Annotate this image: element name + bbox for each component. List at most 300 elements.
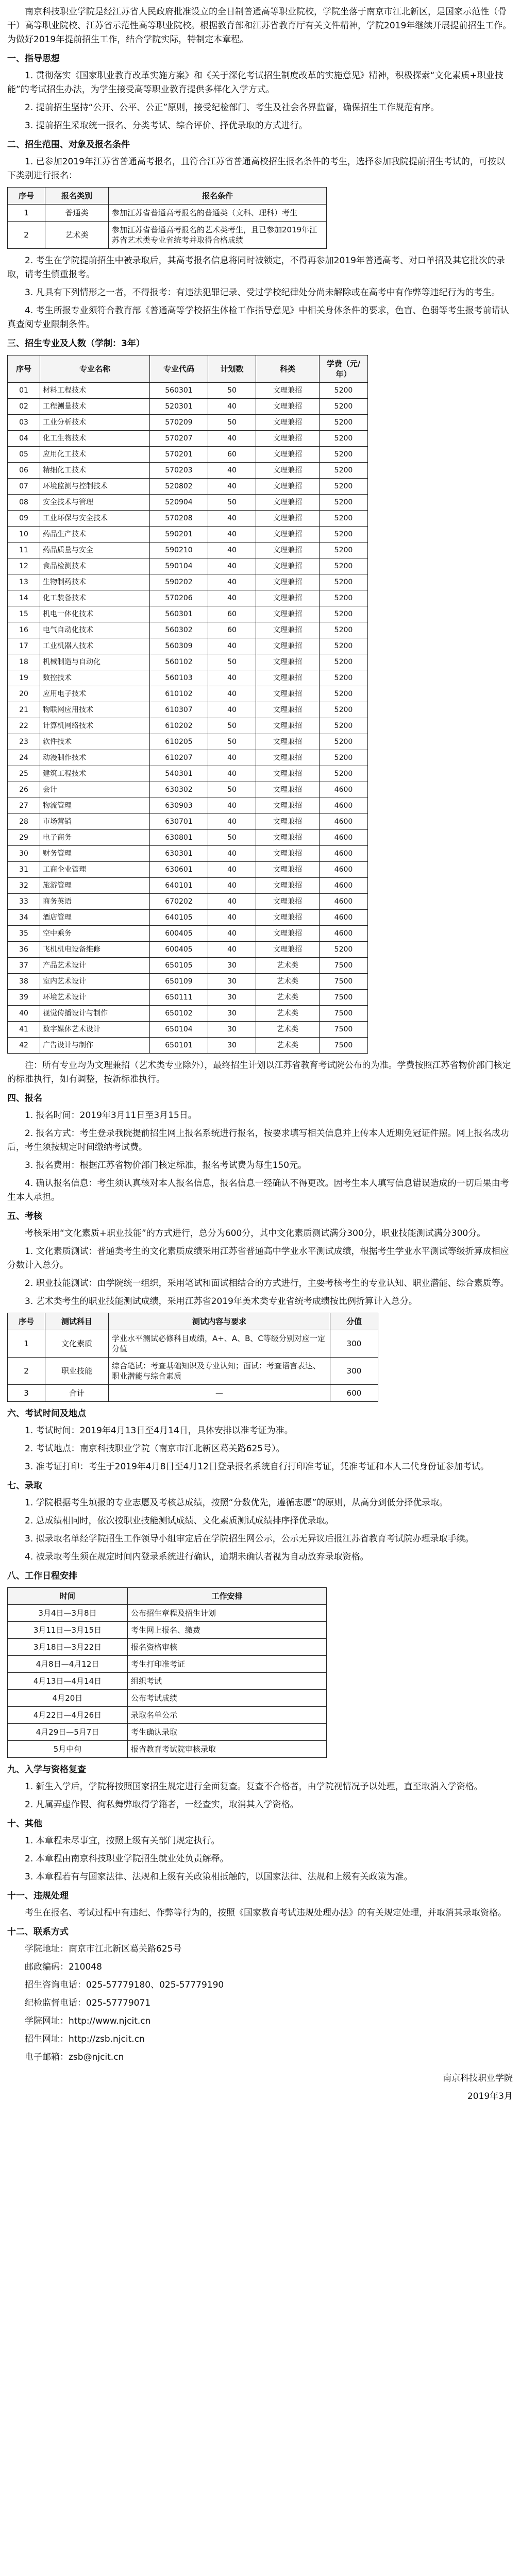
- table-cell: 20: [8, 686, 40, 702]
- schedule-table-body: [8, 1605, 327, 1758]
- table-cell: 650104: [150, 1022, 208, 1038]
- table-header-cell: 工作安排: [128, 1588, 327, 1605]
- table-cell: 630701: [150, 814, 208, 830]
- table-cell: 630302: [150, 782, 208, 798]
- table-header-cell: 时间: [8, 1588, 128, 1605]
- website-link[interactable]: 学院网址：http://www.njcit.cn: [25, 2016, 151, 2026]
- table-cell: 文理兼招: [256, 814, 320, 830]
- table-cell: 17: [8, 638, 40, 654]
- table-cell: 文理兼招: [256, 750, 320, 766]
- table-cell: 520802: [150, 479, 208, 495]
- table-header-cell: 专业名称: [40, 355, 150, 383]
- email-link[interactable]: 电子邮箱：zsb@njcit.cn: [25, 2052, 124, 2062]
- table-cell: 590210: [150, 543, 208, 558]
- table-cell: 4600: [320, 830, 368, 846]
- s10-paragraph: 1. 本章程未尽事宜，按照上级有关部门规定执行。: [25, 1836, 220, 1846]
- table-cell: 动漫制作技术: [40, 750, 150, 766]
- table-cell: 50: [208, 415, 256, 431]
- table-cell: 30: [208, 990, 256, 1006]
- table-row: [8, 766, 368, 782]
- table-cell: 590104: [150, 558, 208, 574]
- table-header-cell: 测试科目: [45, 1313, 109, 1330]
- s7-paragraph: 4. 被录取考生须在规定时间内登录系统进行确认，逾期未确认者视为自动放弃录取资格。: [25, 1552, 369, 1562]
- table-cell: 空中乘务: [40, 926, 150, 942]
- table-cell: 5200: [320, 654, 368, 670]
- table-header-row: [8, 1313, 378, 1330]
- s7-paragraph: 2. 总成绩相同时，依次按职业技能测试成绩、文化素质测试成绩排序择优录取。: [25, 1516, 334, 1526]
- table-cell: 09: [8, 511, 40, 527]
- table-cell: 560102: [150, 654, 208, 670]
- s6-paragraph: 2. 考试地点：南京科技职业学院（南京市江北新区葛关路625号）。: [25, 1444, 285, 1454]
- table-row: [8, 1330, 378, 1358]
- table-cell: 560309: [150, 638, 208, 654]
- table-cell: 630301: [150, 846, 208, 862]
- table-row: [8, 383, 368, 399]
- s3-note: 注：所有专业均为文理兼招（艺术类专业除外），最终招生计划以江苏省教育考试院公布的为准。学费按照江苏省物价部门核定的标准执行，如有调整，按新标准执行。: [7, 1060, 511, 1084]
- table-cell: 5200: [320, 734, 368, 750]
- table-row: [8, 638, 368, 654]
- table-cell: 材料工程技术: [40, 383, 150, 399]
- majors-table-body: [8, 383, 368, 1054]
- table-cell: 文理兼招: [256, 383, 320, 399]
- table-cell: 38: [8, 974, 40, 990]
- table-cell: 5200: [320, 511, 368, 527]
- table-cell: 工商企业管理: [40, 862, 150, 878]
- table-cell: 40: [208, 894, 256, 910]
- table-cell: 工业机器人技术: [40, 638, 150, 654]
- table-row: [8, 1656, 327, 1673]
- table-cell: 31: [8, 862, 40, 878]
- table-row: [8, 495, 368, 511]
- table-row: [8, 1673, 327, 1690]
- table-cell: 文理兼招: [256, 654, 320, 670]
- table-cell: 艺术类: [256, 1022, 320, 1038]
- table-cell: 工程测量技术: [40, 399, 150, 415]
- table-cell: 60: [208, 622, 256, 638]
- table-cell: 40: [208, 431, 256, 447]
- table-cell: 文理兼招: [256, 686, 320, 702]
- table-cell: 23: [8, 734, 40, 750]
- table-cell: 5月中旬: [8, 1741, 128, 1758]
- table-cell: 生物制药技术: [40, 574, 150, 590]
- table-cell: 7500: [320, 958, 368, 974]
- table-cell: 14: [8, 590, 40, 606]
- table-cell: 文理兼招: [256, 543, 320, 558]
- table-cell: 2: [8, 222, 45, 249]
- table-cell: 40: [208, 543, 256, 558]
- table-cell: 540301: [150, 766, 208, 782]
- exam-scheme-table: [7, 1313, 378, 1402]
- table-cell: 广告设计与制作: [40, 1038, 150, 1054]
- table-cell: 文理兼招: [256, 670, 320, 686]
- contact-line: 纪检监督电话：025-57779071: [25, 1998, 151, 2008]
- table-cell: 文理兼招: [256, 782, 320, 798]
- table-cell: 40: [208, 590, 256, 606]
- table-cell: 610205: [150, 734, 208, 750]
- s1-item: 2. 提前招生坚持“公开、公平、公正”原则，接受纪检部门、考生及社会各界监督，确保招生工作规范有序。: [25, 103, 440, 113]
- section-title-7: 七、录取: [7, 1481, 42, 1491]
- s4-paragraph: 4. 确认报名信息：考生须认真核对本人报名信息，报名信息一经确认不得更改。因考生本人填写信息错误造成的一切后果由考生本人承担。: [7, 1178, 509, 1202]
- table-cell: 环境监测与控制技术: [40, 479, 150, 495]
- table-row: [8, 415, 368, 431]
- table-cell: 4600: [320, 846, 368, 862]
- table-cell: 650101: [150, 1038, 208, 1054]
- table-cell: 药品质量与安全: [40, 543, 150, 558]
- table-cell: 文理兼招: [256, 830, 320, 846]
- table-cell: 40: [208, 750, 256, 766]
- table-cell: 录取名单公示: [128, 1707, 327, 1724]
- table-cell: 1: [8, 1330, 45, 1358]
- table-cell: 参加江苏省普通高考报名的普通类（文科、理科）考生: [109, 205, 327, 222]
- table-cell: 机械制造与自动化: [40, 654, 150, 670]
- table-cell: 30: [208, 958, 256, 974]
- table-row: [8, 558, 368, 574]
- table-cell: 600405: [150, 926, 208, 942]
- table-cell: 艺术类: [45, 222, 109, 249]
- table-cell: 公布考试成绩: [128, 1690, 327, 1707]
- s1-item: 1. 贯彻落实《国家职业教育改革实施方案》和《关于深化考试招生制度改革的实施意见》精神，积极探索“文化素质+职业技能”的考试招生办法，为学生接受高等职业教育提供多样化入学方式。: [7, 71, 504, 95]
- table-cell: 计算机网络技术: [40, 718, 150, 734]
- table-cell: 财务管理: [40, 846, 150, 862]
- table-header-cell: 计划数: [208, 355, 256, 383]
- table-header-cell: 序号: [8, 1313, 45, 1330]
- table-cell: 34: [8, 910, 40, 926]
- table-cell: 60: [208, 606, 256, 622]
- contact-line: 学院地址：南京市江北新区葛关路625号: [25, 1944, 182, 1954]
- table-row: [8, 1006, 368, 1022]
- table-header-cell: 序号: [8, 355, 40, 383]
- table-cell: 600405: [150, 942, 208, 958]
- table-row: [8, 974, 368, 990]
- table-row: [8, 1707, 327, 1724]
- table-cell: 50: [208, 654, 256, 670]
- contact-line: 招生咨询电话：025-57779180、025-57779190: [25, 1980, 224, 1990]
- table-cell: 570208: [150, 511, 208, 527]
- table-header-row: [8, 1588, 327, 1605]
- table-cell: 会计: [40, 782, 150, 798]
- table-row: [8, 782, 368, 798]
- table-cell: 40: [208, 479, 256, 495]
- table-cell: 文理兼招: [256, 734, 320, 750]
- table-row: [8, 686, 368, 702]
- table-cell: 4600: [320, 814, 368, 830]
- s7-paragraph: 3. 拟录取名单经学院招生工作领导小组审定后在学院招生网公示，公示无异议后报江苏省教育考试院办理录取手续。: [25, 1534, 474, 1544]
- table-cell: 文理兼招: [256, 862, 320, 878]
- table-cell: 40: [208, 527, 256, 543]
- table-cell: 4600: [320, 862, 368, 878]
- table-cell: 5200: [320, 702, 368, 718]
- table-cell: 学业水平测试必修科目成绩，A+、A、B、C等级分别对应一定分值: [109, 1330, 330, 1358]
- section-title-4: 四、报名: [7, 1093, 42, 1104]
- table-cell: 5200: [320, 606, 368, 622]
- s10-paragraph: 3. 本章程若有与国家法律、法规和上级有关政策相抵触的，以国家法律、法规和上级有关政策为准。: [25, 1872, 413, 1882]
- table-header-cell: 报名条件: [109, 188, 327, 205]
- table-cell: 飞机机电设备维修: [40, 942, 150, 958]
- table-row: [8, 1022, 368, 1038]
- table-cell: 40: [208, 463, 256, 479]
- table-cell: 酒店管理: [40, 910, 150, 926]
- section-title-2: 二、招生范围、对象及报名条件: [7, 140, 130, 150]
- table-cell: 4月29日—5月7日: [8, 1724, 128, 1741]
- table-cell: 文理兼招: [256, 574, 320, 590]
- table-cell: 3月18日—3月22日: [8, 1639, 128, 1656]
- table-row: [8, 910, 368, 926]
- admission-website-link[interactable]: 招生网址：http://zsb.njcit.cn: [25, 2034, 145, 2044]
- table-cell: 5200: [320, 942, 368, 958]
- table-header-row: [8, 188, 327, 205]
- table-row: [8, 399, 368, 415]
- table-cell: 药品生产技术: [40, 527, 150, 543]
- table-cell: 610202: [150, 718, 208, 734]
- table-cell: 物联网应用技术: [40, 702, 150, 718]
- table-cell: 艺术类: [256, 1006, 320, 1022]
- table-cell: 11: [8, 543, 40, 558]
- table-cell: 机电一体化技术: [40, 606, 150, 622]
- table-cell: 610207: [150, 750, 208, 766]
- table-cell: 考生打印准考证: [128, 1656, 327, 1673]
- table-cell: 650111: [150, 990, 208, 1006]
- table-cell: 590202: [150, 574, 208, 590]
- s2-paragraph: 1. 已参加2019年江苏省普通高考报名，且符合江苏省普通高校招生报名条件的考生，选择参加我院提前招生考试的，可按以下类别进行报名：: [7, 157, 505, 181]
- table-cell: 5200: [320, 718, 368, 734]
- table-cell: 工业环保与安全技术: [40, 511, 150, 527]
- table-cell: 30: [208, 1022, 256, 1038]
- footer-date: 2019年3月: [467, 2091, 513, 2102]
- table-cell: 文理兼招: [256, 798, 320, 814]
- table-cell: 4600: [320, 894, 368, 910]
- table-cell: 文理兼招: [256, 702, 320, 718]
- table-cell: 文理兼招: [256, 606, 320, 622]
- s2-paragraph: 4. 考生所报专业须符合教育部《普通高等学校招生体检工作指导意见》中相关身体条件的要求，色盲、色弱等考生报考前请认真查阅专业限制条件。: [7, 306, 509, 330]
- s5-paragraph: 3. 艺术类考生的职业技能测试成绩，采用江苏省2019年美术类专业省统考成绩按比例折算计入总分。: [25, 1296, 417, 1307]
- table-cell: 5200: [320, 463, 368, 479]
- table-cell: 职业技能: [45, 1358, 109, 1385]
- table-cell: 50: [208, 718, 256, 734]
- table-cell: 28: [8, 814, 40, 830]
- s4-paragraph: 1. 报名时间：2019年3月11日至3月15日。: [25, 1110, 197, 1121]
- s1-item: 3. 提前招生采取统一报名、分类考试、综合评价、择优录取的方式进行。: [25, 121, 308, 131]
- table-cell: 数字媒体艺术设计: [40, 1022, 150, 1038]
- table-cell: 570209: [150, 415, 208, 431]
- table-cell: 化工生物技术: [40, 431, 150, 447]
- table-cell: 10: [8, 527, 40, 543]
- table-cell: 文化素质: [45, 1330, 109, 1358]
- table-cell: 5200: [320, 622, 368, 638]
- table-cell: 艺术类: [256, 958, 320, 974]
- table-row: [8, 447, 368, 463]
- s11-paragraph: 考生在报名、考试过程中有违纪、作弊等行为的，按照《国家教育考试违规处理办法》的有关规定处理，并取消其录取资格。: [25, 1908, 507, 1918]
- table-row: [8, 878, 368, 894]
- table-cell: 50: [208, 495, 256, 511]
- table-cell: 综合笔试：考查基础知识及专业认知；面试：考查语言表达、职业潜能与综合素质: [109, 1358, 330, 1385]
- table-cell: 50: [208, 383, 256, 399]
- table-cell: 文理兼招: [256, 431, 320, 447]
- table-row: [8, 1038, 368, 1054]
- table-cell: 560301: [150, 383, 208, 399]
- table-row: [8, 590, 368, 606]
- table-cell: 520904: [150, 495, 208, 511]
- table-cell: 文理兼招: [256, 878, 320, 894]
- table-cell: 环境艺术设计: [40, 990, 150, 1006]
- table-row: [8, 670, 368, 686]
- table-cell: 化工装备技术: [40, 590, 150, 606]
- table-cell: 视觉传播设计与制作: [40, 1006, 150, 1022]
- intro-paragraph: 南京科技职业学院是经江苏省人民政府批准设立的全日制普通高等职业院校，学院坐落于南京市江北新区，是国家示范性（骨干）高等职业院校、江苏省示范性高等职业院校。根据教育部和江苏省教育厅有关文件精神，学院2019年继续开展提前招生工作。为做好2019年提前招生工作，结合学院实际，特制定本章程。: [7, 7, 512, 45]
- table-row: [8, 814, 368, 830]
- table-cell: 文理兼招: [256, 766, 320, 782]
- section-title-5: 五、考核: [7, 1211, 42, 1222]
- table-cell: 5200: [320, 686, 368, 702]
- table-cell: 文理兼招: [256, 590, 320, 606]
- table-cell: 合计: [45, 1385, 109, 1402]
- s4-paragraph: 3. 报名费用：根据江苏省物价部门核定标准，报名考试费为每生150元。: [25, 1160, 307, 1171]
- table-cell: 670202: [150, 894, 208, 910]
- table-cell: 560302: [150, 622, 208, 638]
- table-cell: 13: [8, 574, 40, 590]
- table-row: [8, 1385, 378, 1402]
- table-cell: 40: [208, 846, 256, 862]
- table-cell: 工业分析技术: [40, 415, 150, 431]
- table-cell: 文理兼招: [256, 894, 320, 910]
- table-cell: 24: [8, 750, 40, 766]
- table-row: [8, 846, 368, 862]
- table-cell: 40: [8, 1006, 40, 1022]
- table-cell: 25: [8, 766, 40, 782]
- table-row: [8, 654, 368, 670]
- table-cell: 40: [208, 942, 256, 958]
- table-cell: 5200: [320, 399, 368, 415]
- table-cell: 5200: [320, 495, 368, 511]
- table-cell: 40: [208, 878, 256, 894]
- table-cell: 组织考试: [128, 1673, 327, 1690]
- table-cell: 30: [8, 846, 40, 862]
- table-cell: 650109: [150, 974, 208, 990]
- apply-category-table: [7, 187, 327, 249]
- s5-paragraph: 1. 文化素质测试：普通类考生的文化素质成绩采用江苏省普通高中学业水平测试成绩，根据考生学业水平测试等级折算成相应分数计入总分。: [7, 1246, 509, 1270]
- s7-paragraph: 1. 学院根据考生填报的专业志愿及考核总成绩，按照“分数优先，遵循志愿”的原则，从高分到低分择优录取。: [25, 1498, 448, 1508]
- table-cell: 5200: [320, 750, 368, 766]
- table-cell: 文理兼招: [256, 495, 320, 511]
- table-cell: 40: [208, 670, 256, 686]
- table-row: [8, 1358, 378, 1385]
- table-cell: 610307: [150, 702, 208, 718]
- section-title-10: 十、其他: [7, 1819, 42, 1829]
- table-row: [8, 750, 368, 766]
- table-cell: 安全技术与管理: [40, 495, 150, 511]
- table-cell: 03: [8, 415, 40, 431]
- table-cell: 文理兼招: [256, 399, 320, 415]
- table-cell: 7500: [320, 1022, 368, 1038]
- table-cell: 7500: [320, 974, 368, 990]
- table-cell: 30: [208, 1006, 256, 1022]
- table-cell: 630601: [150, 862, 208, 878]
- table-cell: 精细化工技术: [40, 463, 150, 479]
- table-cell: 5200: [320, 574, 368, 590]
- table-cell: 4月13日—4月14日: [8, 1673, 128, 1690]
- table-cell: 27: [8, 798, 40, 814]
- table-cell: 文理兼招: [256, 846, 320, 862]
- table-cell: 5200: [320, 638, 368, 654]
- table-cell: 4600: [320, 926, 368, 942]
- table-cell: 艺术类: [256, 990, 320, 1006]
- table-row: [8, 1622, 327, 1639]
- table-cell: 42: [8, 1038, 40, 1054]
- table-row: [8, 1605, 327, 1622]
- table-cell: 570207: [150, 431, 208, 447]
- s9-paragraph: 1. 新生入学后，学院将按照国家招生规定进行全面复查。复查不合格者，由学院视情况予以处理，直至取消入学资格。: [25, 1782, 483, 1792]
- table-cell: 40: [208, 702, 256, 718]
- table-cell: 文理兼招: [256, 638, 320, 654]
- table-cell: 560103: [150, 670, 208, 686]
- table-cell: 15: [8, 606, 40, 622]
- table-cell: 40: [208, 686, 256, 702]
- table-cell: 650102: [150, 1006, 208, 1022]
- table-cell: 02: [8, 399, 40, 415]
- table-cell: 610102: [150, 686, 208, 702]
- section-title-6: 六、考试时间及地点: [7, 1409, 86, 1419]
- table-cell: 报省教育考试院审核录取: [128, 1741, 327, 1758]
- table-header-cell: 学费（元/年）: [320, 355, 368, 383]
- table-cell: 应用电子技术: [40, 686, 150, 702]
- table-cell: 3: [8, 1385, 45, 1402]
- s9-paragraph: 2. 凡属弄虚作假、徇私舞弊取得学籍者，一经查实，取消其入学资格。: [25, 1800, 299, 1810]
- table-row: [8, 1639, 327, 1656]
- table-row: [8, 798, 368, 814]
- table-cell: 630801: [150, 830, 208, 846]
- table-row: [8, 543, 368, 558]
- table-cell: 物流管理: [40, 798, 150, 814]
- s4-paragraph: 2. 报名方式：考生登录我院提前招生网上报名系统进行报名，按要求填写相关信息并上传本人近期免冠证件照。网上报名成功后，考生须按规定时间缴纳考试费。: [7, 1128, 509, 1153]
- table-cell: 33: [8, 894, 40, 910]
- table-cell: 4月20日: [8, 1690, 128, 1707]
- table-cell: 建筑工程技术: [40, 766, 150, 782]
- table-cell: 41: [8, 1022, 40, 1038]
- table-row: [8, 1690, 327, 1707]
- table-row: [8, 222, 327, 249]
- table-cell: 文理兼招: [256, 622, 320, 638]
- table-cell: 300: [330, 1358, 378, 1385]
- table-row: [8, 990, 368, 1006]
- table-row: [8, 718, 368, 734]
- table-cell: 文理兼招: [256, 942, 320, 958]
- table-cell: 4600: [320, 878, 368, 894]
- table-cell: 300: [330, 1330, 378, 1358]
- table-cell: 50: [208, 830, 256, 846]
- table-cell: 29: [8, 830, 40, 846]
- table-cell: 文理兼招: [256, 463, 320, 479]
- table-cell: 文理兼招: [256, 527, 320, 543]
- table-row: [8, 574, 368, 590]
- table-cell: 35: [8, 926, 40, 942]
- table-cell: 40: [208, 558, 256, 574]
- table-row: [8, 1724, 327, 1741]
- contact-line: 邮政编码：210048: [25, 1962, 102, 1972]
- table-cell: 1: [8, 205, 45, 222]
- s2-paragraph: 3. 凡具有下列情形之一者，不得报考：有违法犯罪记录、受过学校纪律处分尚未解除或在高考中有作弊等违纪行为的考生。: [25, 287, 500, 298]
- table-cell: 40: [208, 766, 256, 782]
- table-cell: 570201: [150, 447, 208, 463]
- table-row: [8, 958, 368, 974]
- majors-table: [7, 355, 368, 1054]
- table-row: [8, 622, 368, 638]
- table-row: [8, 606, 368, 622]
- table-cell: 30: [208, 1038, 256, 1054]
- table-cell: 21: [8, 702, 40, 718]
- table-row: [8, 830, 368, 846]
- table-cell: 4600: [320, 782, 368, 798]
- table-cell: 520301: [150, 399, 208, 415]
- table-row: [8, 894, 368, 910]
